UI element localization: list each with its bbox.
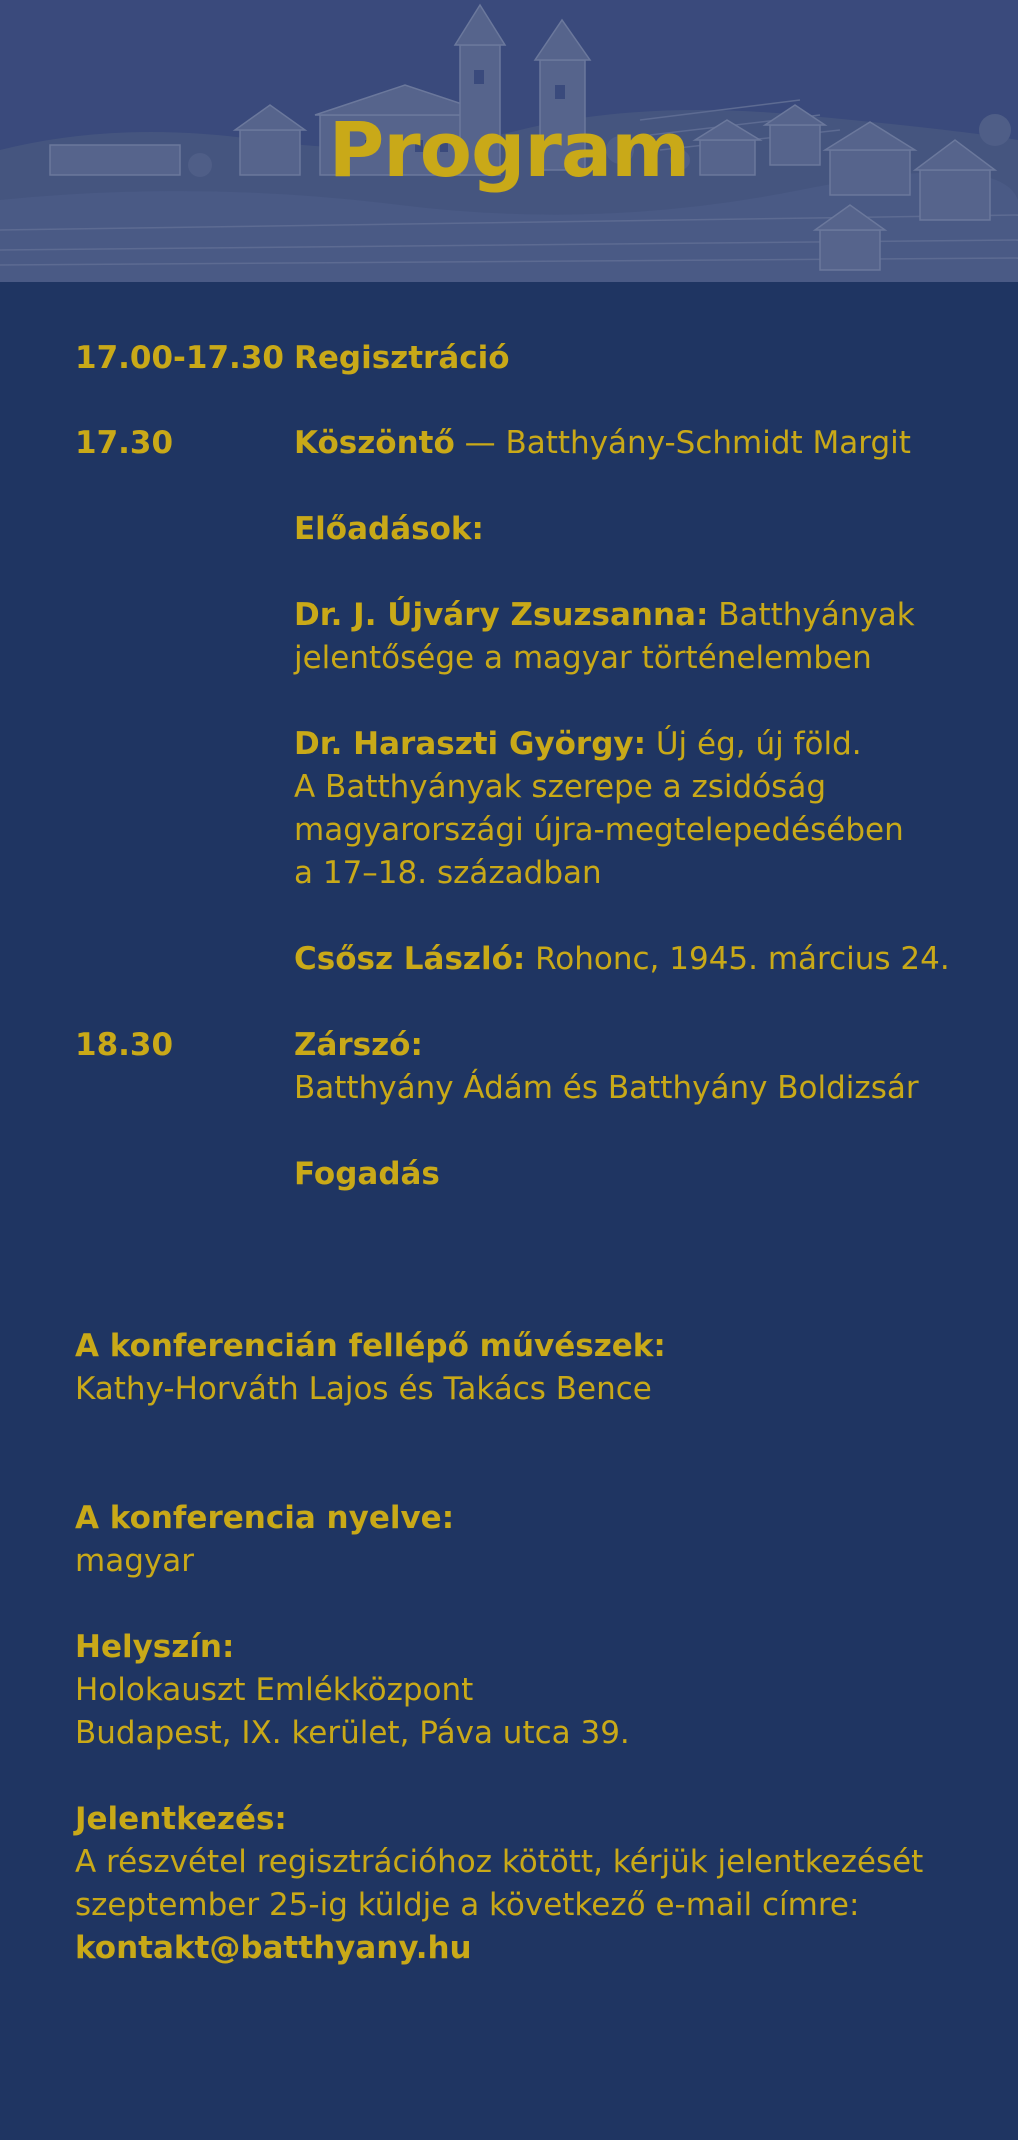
closing-speakers: Batthyány Ádám és Batthyány Boldizsár <box>294 1070 919 1106</box>
schedule-time: 17.30 <box>75 425 174 461</box>
schedule-time: 17.00-17.30 <box>75 340 284 376</box>
lecture-title-cont: a 17–18. században <box>294 855 602 891</box>
lecture-title: Rohonc, 1945. március 24. <box>525 941 950 977</box>
language-label: A konferencia nyelve: <box>75 1500 455 1536</box>
artists-value: Kathy-Horváth Lajos és Takács Bence <box>75 1371 652 1407</box>
welcome-dash: — <box>454 425 506 461</box>
page-title: Program <box>328 105 690 194</box>
closing-label: Zárszó: <box>294 1027 423 1063</box>
registration-label: Jelentkezés: <box>75 1801 287 1837</box>
schedule-time: 18.30 <box>75 1027 174 1063</box>
lecture-speaker: Csősz László: <box>294 941 526 977</box>
welcome-label: Köszöntő <box>294 425 455 461</box>
registration-email-link[interactable]: kontakt@batthyany.hu <box>75 1930 472 1966</box>
venue-label: Helyszín: <box>75 1629 235 1665</box>
venue-address: Budapest, IX. kerület, Páva utca 39. <box>75 1715 630 1751</box>
schedule-description <box>294 422 974 465</box>
venue-section <box>75 1626 975 1755</box>
artists-section <box>75 1325 975 1411</box>
lecture-title-cont: jelentősége a magyar történelemben <box>294 640 872 676</box>
lecture-title-cont: A Batthyányak szerepe a zsidóság <box>294 769 827 805</box>
lectures-heading: Előadások: <box>294 511 484 547</box>
lecture-title-cont: magyarországi újra-megtelepedésében <box>294 812 904 848</box>
lecture-speaker: Dr. J. Újváry Zsuzsanna: <box>294 597 709 633</box>
reception-label: Fogadás <box>294 1156 440 1192</box>
lecture-title: Új ég, új föld. <box>646 726 862 762</box>
language-section <box>75 1497 975 1583</box>
lecture-speaker: Dr. Haraszti György: <box>294 726 647 762</box>
registration-section <box>75 1798 975 1970</box>
registration-text: A részvétel regisztrációhoz kötött, kérjük jelentkezését <box>75 1844 924 1880</box>
artists-label: A konferencián fellépő művészek: <box>75 1328 666 1364</box>
welcome-speaker: Batthyány-Schmidt Margit <box>505 425 911 461</box>
registration-text: szeptember 25-ig küldje a következő e-mail címre: <box>75 1887 860 1923</box>
schedule-label: Regisztráció <box>294 340 510 376</box>
header-banner <box>0 0 1018 282</box>
lecture-title: Batthyányak <box>708 597 915 633</box>
venue-name: Holokauszt Emlékközpont <box>75 1672 474 1708</box>
language-value: magyar <box>75 1543 194 1579</box>
